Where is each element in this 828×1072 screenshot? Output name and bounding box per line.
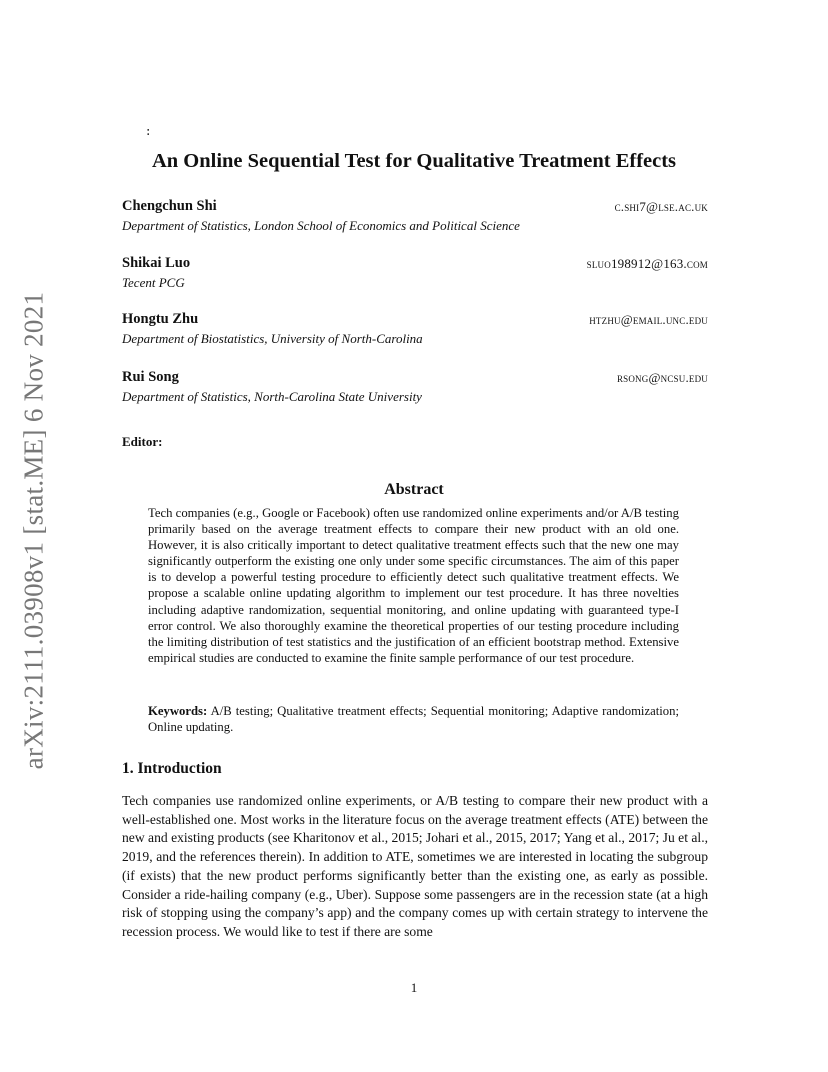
author-block xyxy=(122,369,708,405)
keywords xyxy=(148,703,679,735)
paper-title: An Online Sequential Test for Qualitative Treatment Effects xyxy=(151,150,677,172)
author-email: htzhu@email.unc.edu xyxy=(589,312,708,327)
author-email: sluo198912@163.com xyxy=(586,256,708,271)
page-number: 1 xyxy=(410,980,418,995)
author-name: Rui Song xyxy=(122,369,179,385)
author-block xyxy=(122,198,708,234)
author-name: Shikai Luo xyxy=(122,255,191,271)
author-affiliation: Department of Statistics, London School of Economics and Political Science xyxy=(122,218,520,233)
author-block xyxy=(122,255,708,291)
author-block xyxy=(122,311,708,347)
editor-label: Editor: xyxy=(122,434,163,449)
abstract-text: Tech companies (e.g., Google or Facebook) often use randomized online experiments and/or A/B testing primarily based on the average treatment effects to compare their new product with an old one. However, it is also critically important to detect qualitative treatment effects such that the new one may significantly outperform the existing one only under some specific circumstances. The aim of this paper is to develop a powerful testing procedure to efficiently detect such qualitative treatment effects. We propose a scalable online updating algorithm to implement our test procedure. It has three novelties including adaptive randomization, sequential monitoring, and online updating with guaranteed type-I error control. We also thoroughly examine the theoretical properties of our testing procedure including the limiting distribution of test statistics and the justification of an efficient bootstrap method. Extensive empirical studies are conducted to examine the finite sample performance of our test procedure. xyxy=(148,506,679,665)
author-email: c.shi7@lse.ac.uk xyxy=(614,199,708,214)
author-name: Chengchun Shi xyxy=(122,198,217,214)
abstract-heading: Abstract xyxy=(384,481,444,498)
arxiv-identifier: arXiv:2111.03908v1 [stat.ME] 6 Nov 2021 xyxy=(18,291,49,769)
keywords-label: Keywords: xyxy=(148,704,208,718)
introduction-paragraph: Tech companies use randomized online experiments, or A/B testing to compare their new product with a well-established one. Most works in the literature focus on the average treatment effects (ATE) between the new and existing products (see Kharitonov et al., 2015; Johari et al., 2015, 2017; Yang et al., 2017; Ju et al., 2019, and the references therein). In addition to ATE, sometimes we are interested in locating the subgroup (if exists) that the new product performs significantly better than the existing one, as early as possible. Consider a ride-hailing company (e.g., Uber). Suppose some passengers are in the recession state (at a high risk of stopping using the company’s app) and the company comes up with certain strategy to intervene the recession process. We would like to test if there are some xyxy=(122,793,708,939)
section-heading-introduction: 1. Introduction xyxy=(122,760,222,777)
author-affiliation: Department of Biostatistics, University of North-Carolina xyxy=(122,331,423,346)
header-colon: : xyxy=(146,124,151,139)
author-affiliation: Department of Statistics, North-Carolina State University xyxy=(122,389,422,404)
author-name: Hongtu Zhu xyxy=(122,311,199,327)
author-email: rsong@ncsu.edu xyxy=(616,370,708,385)
arxiv-identifier-sidebar xyxy=(12,280,56,780)
author-affiliation: Tecent PCG xyxy=(122,275,185,290)
keywords-text: A/B testing; Qualitative treatment effects; Sequential monitoring; Adaptive randomization; Online updating. xyxy=(148,704,679,735)
